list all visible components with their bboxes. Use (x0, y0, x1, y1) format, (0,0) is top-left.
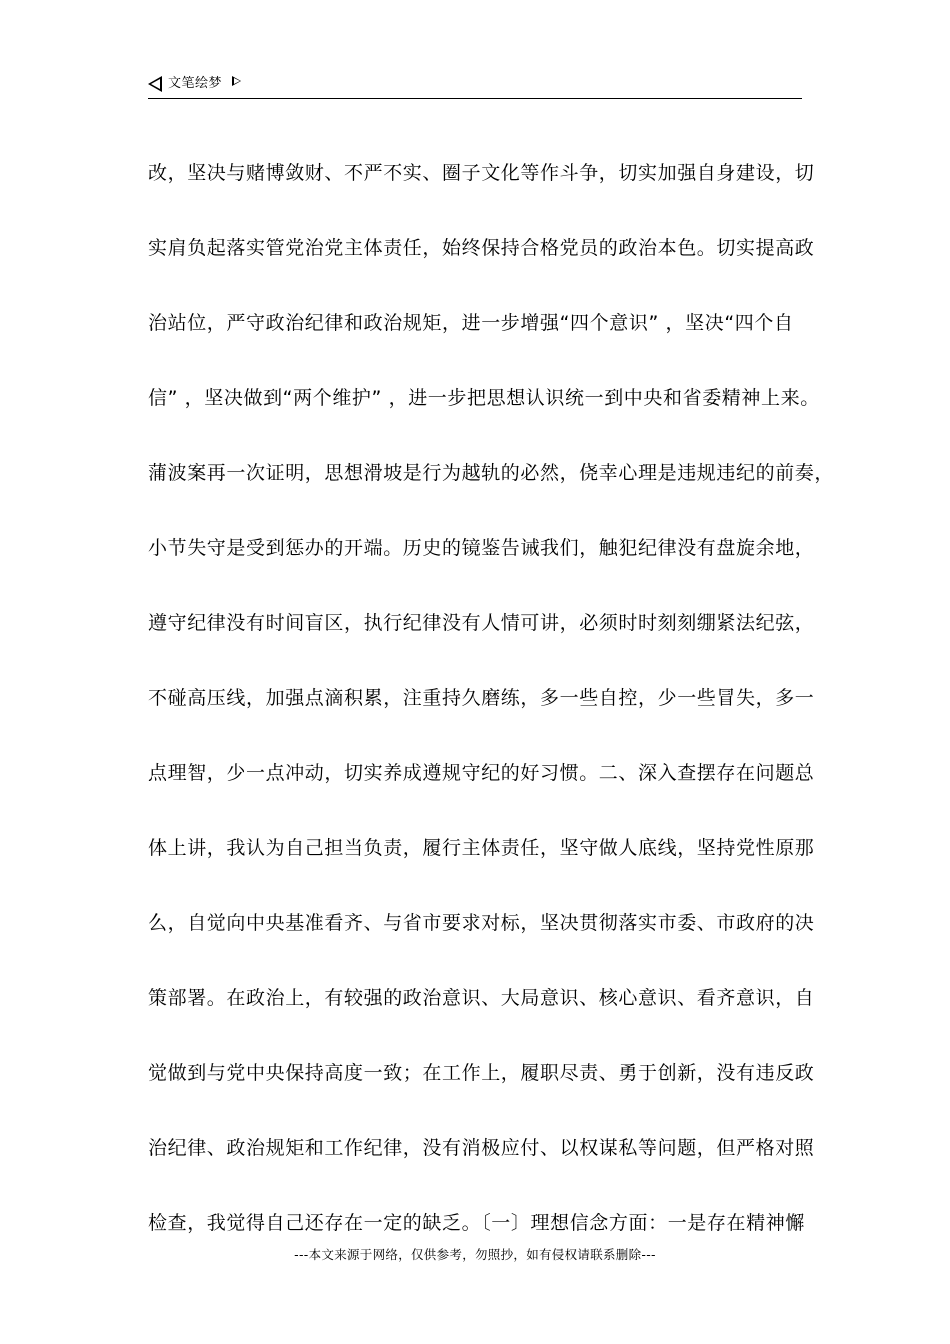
document-body (148, 136, 835, 1261)
body-line: 不碰高压线，加强点滴积累，注重持久磨练，多一些自控，少一些冒失，多一 (148, 687, 815, 709)
triangle-right-icon (232, 76, 241, 86)
body-line: 小节失守是受到惩办的开端。历史的镜鉴告诫我们，触犯纪律没有盘旋余地， (148, 537, 815, 559)
body-line: 体上讲，我认为自己担当负责，履行主体责任，坚守做人底线，坚持党性原那 (148, 837, 815, 859)
body-line: 觉做到与党中央保持高度一致；在工作上，履职尽责、勇于创新，没有违反政 (148, 1062, 815, 1084)
header-brand-row (148, 74, 241, 94)
body-line: 治站位，严守政治纪律和政治规矩，进一步增强“四个意识” ，坚决“四个自 (148, 312, 794, 334)
body-line: 策部署。在政治上，有较强的政治意识、大局意识、核心意识、看齐意识，自 (148, 987, 815, 1009)
body-line: 治纪律、政治规矩和工作纪律，没有消极应付、以权谋私等问题，但严格对照 (148, 1137, 815, 1159)
body-line: 蒲波案再一次证明，思想滑坡是行为越轨的必然，侥幸心理是违规违纪的前奏， (148, 462, 835, 484)
body-line: 遵守纪律没有时间盲区，执行纪律没有人情可讲，必须时时刻刻绷紧法纪弦， (148, 612, 815, 634)
body-line: 点理智，少一点冲动，切实养成遵规守纪的好习惯。二、深入查摆存在问题总 (148, 762, 815, 784)
body-line: 改，坚决与赌博敛财、不严不实、圈子文化等作斗争，切实加强自身建设，切 (148, 162, 815, 184)
body-line: 么，自觉向中央基准看齐、与省市要求对标，坚决贯彻落实市委、市政府的决 (148, 912, 815, 934)
header-brand: 文笔绘梦 (168, 76, 223, 91)
footer-disclaimer: ---本文来源于网络，仅供参考，勿照抄，如有侵权请联系删除--- (294, 1247, 656, 1262)
body-line: 检查，我觉得自己还存在一定的缺乏。〔一〕理想信念方面：一是存在精神懈 (148, 1212, 805, 1234)
page-header (148, 72, 802, 99)
triangle-left-icon (148, 76, 162, 92)
body-line: 实肩负起落实管党治党主体责任，始终保持合格党员的政治本色。切实提高政 (148, 237, 815, 259)
body-line: 信” ，坚决做到“两个维护” ，进一步把思想认识统一到中央和省委精神上来。 (148, 387, 820, 409)
